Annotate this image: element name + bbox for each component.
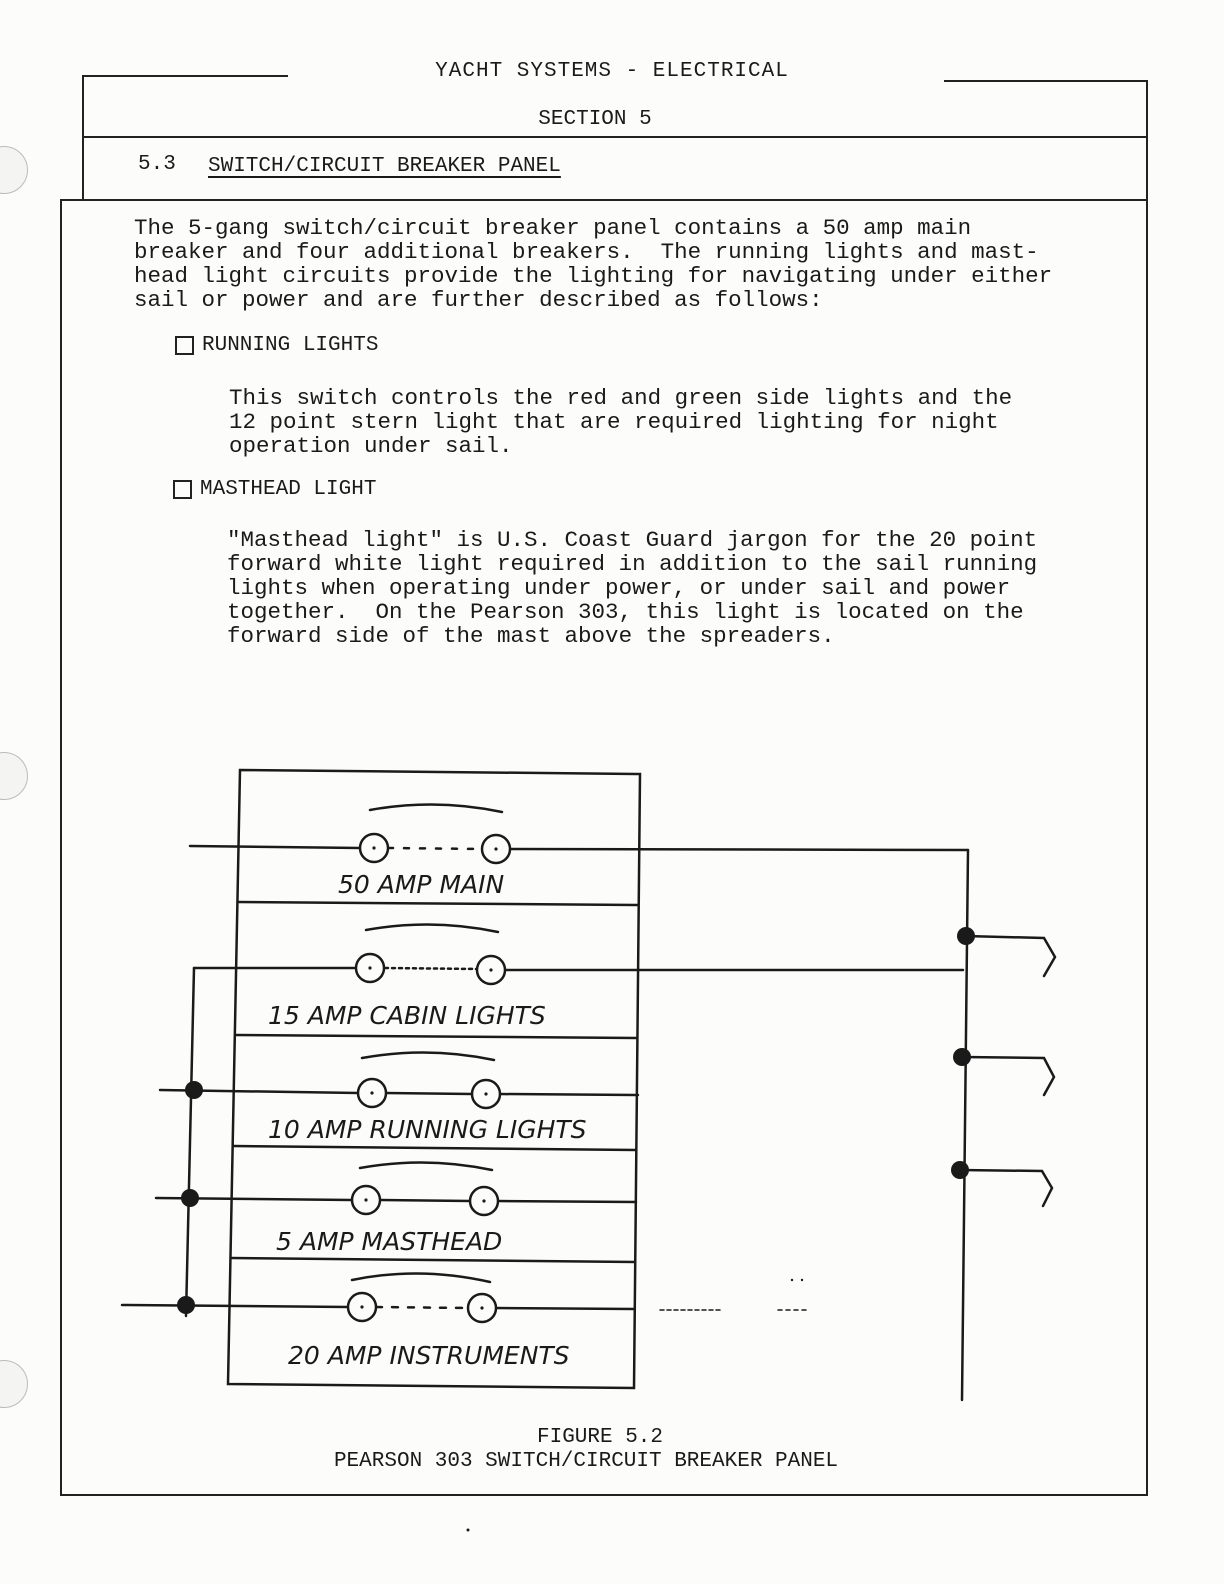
breaker-label-running-lights: 10 AMP RUNNING LIGHTS bbox=[268, 1115, 587, 1144]
panel-outline bbox=[228, 770, 640, 1388]
switch-toggle-arc bbox=[362, 1052, 494, 1060]
output-arrow-wire bbox=[965, 936, 1055, 976]
junction-dot bbox=[953, 1048, 971, 1066]
masthead-light-description: "Masthead light" is U.S. Coast Guard jargon for the 20 point forward white light required in addition to the sail running lights when operating under power, or under sail and power together. On the Pearson 303, this light is located on the forward side of the mast above the spreaders. bbox=[227, 527, 1038, 649]
panel-row-divider bbox=[232, 1258, 635, 1262]
panel-row-divider bbox=[238, 902, 638, 905]
left-bus-wire bbox=[186, 968, 194, 1316]
instruments-dashed-link bbox=[376, 1307, 468, 1308]
main-output-wire bbox=[510, 849, 968, 850]
junction-dot bbox=[181, 1189, 199, 1207]
document-header-title: YACHT SYSTEMS - ELECTRICAL bbox=[435, 60, 789, 83]
intro-paragraph: The 5-gang switch/circuit breaker panel contains a 50 amp main breaker and four additional breakers. The running lights and mast- head light circuits provide the lighting for navigating under either sail or power and are further described as follows: bbox=[134, 215, 1053, 313]
running-lights-label: RUNNING LIGHTS bbox=[202, 334, 379, 357]
main-dashed-link bbox=[388, 848, 482, 849]
junction-dot bbox=[951, 1161, 969, 1179]
output-arrow-wire bbox=[962, 1057, 1054, 1095]
panel-row-divider bbox=[234, 1146, 636, 1150]
instruments-output-wire bbox=[496, 1308, 634, 1309]
section-title: SWITCH/CIRCUIT BREAKER PANEL bbox=[208, 155, 561, 178]
breaker-label-masthead: 5 AMP MASTHEAD bbox=[276, 1227, 503, 1256]
running-lights-description: This switch controls the red and green side lights and the 12 point stern light that are required lighting for night operation under sail. bbox=[229, 385, 1013, 459]
masthead-link bbox=[380, 1200, 470, 1201]
masthead-output-wire bbox=[498, 1201, 636, 1202]
switch-toggle-arc bbox=[370, 804, 502, 812]
breaker-label-main: 50 AMP MAIN bbox=[338, 870, 505, 899]
running-lights-link bbox=[386, 1093, 472, 1094]
figure-caption-number: FIGURE 5.2 bbox=[536, 1426, 664, 1449]
switch-toggle-arc bbox=[360, 1162, 492, 1170]
instruments-feed-wire bbox=[122, 1305, 348, 1307]
cabin-dashed-link bbox=[385, 968, 478, 969]
switch-toggle-arc bbox=[352, 1273, 490, 1282]
masthead-light-label: MASTHEAD LIGHT bbox=[200, 478, 377, 501]
switch-toggle-arc bbox=[366, 924, 498, 932]
junction-dot bbox=[957, 927, 975, 945]
running-lights-output-wire bbox=[500, 1094, 638, 1095]
section-label: SECTION 5 bbox=[538, 108, 652, 131]
output-arrow-wire bbox=[960, 1170, 1052, 1206]
junction-dot bbox=[185, 1081, 203, 1099]
junction-dot bbox=[177, 1296, 195, 1314]
breaker-label-instruments: 20 AMP INSTRUMENTS bbox=[288, 1341, 570, 1370]
main-feed-wire bbox=[190, 846, 360, 848]
panel-row-divider bbox=[236, 1035, 637, 1038]
breaker-label-cabin-lights: 15 AMP CABIN LIGHTS bbox=[268, 1001, 546, 1030]
section-number: 5.3 bbox=[138, 153, 176, 176]
figure-caption-title: PEARSON 303 SWITCH/CIRCUIT BREAKER PANEL bbox=[333, 1450, 839, 1473]
